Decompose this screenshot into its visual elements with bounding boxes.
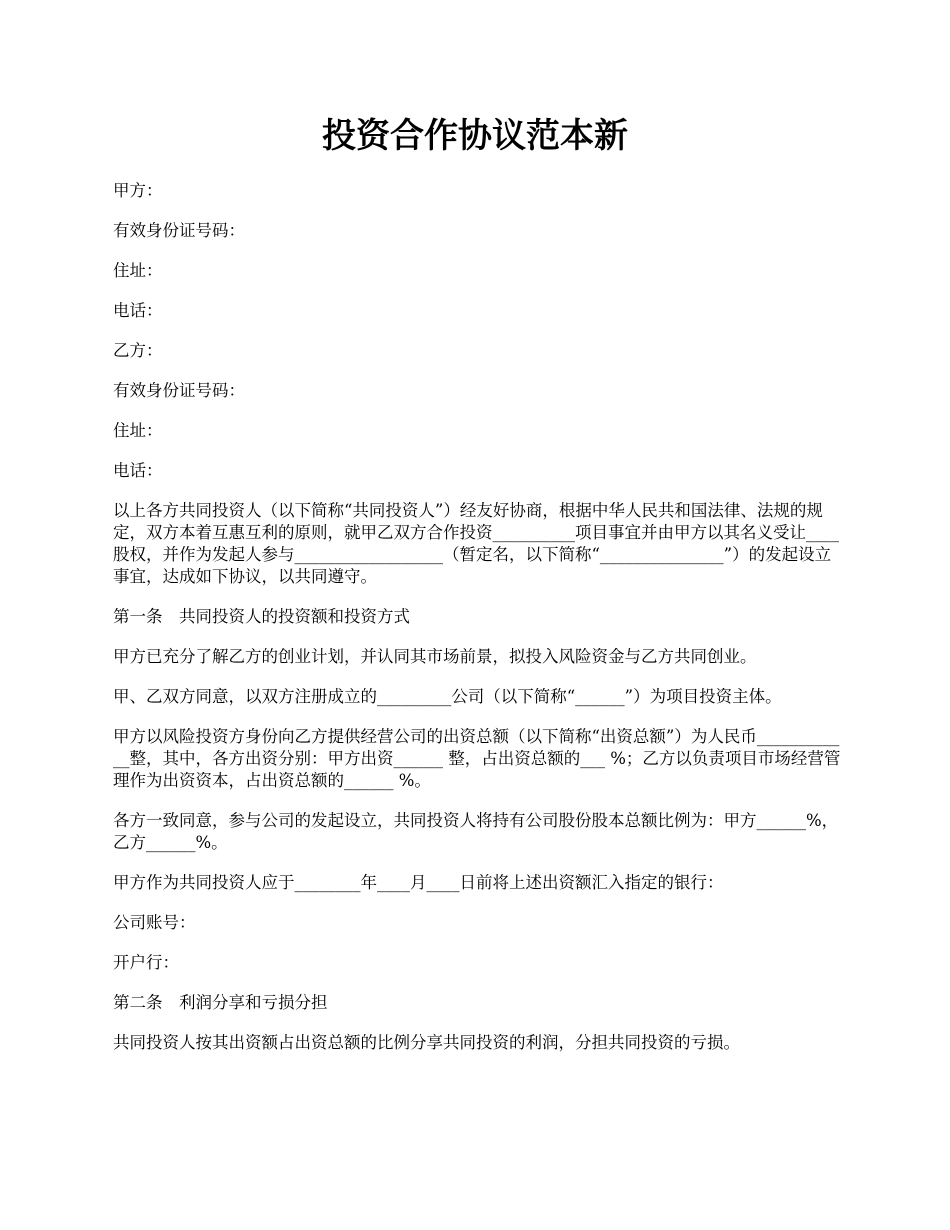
article-1-paragraph-2: 甲、乙双方同意，以双方注册成立的_________公司（以下简称“______”）为项目投资主体。 [113,687,782,706]
article-1-heading: 第一条 共同投资人的投资额和投资方式 [113,607,410,626]
party-a-id-label: 有效身份证号码： [113,221,245,240]
party-a-label: 甲方： [113,181,163,200]
article-1-paragraph-3: 甲方以风险投资方身份向乙方提供经营公司的出资总额（以下简称“出资总额”）为人民币____________整，其中，各方出资分别：甲方出资______ 整，占出资总额的___ %；乙方以负责项目市场经营管理作为出资资本，占出资总额的______ %。 [113,727,841,790]
party-b-phone-label: 电话： [113,461,163,480]
preamble-paragraph: 以上各方共同投资人（以下简称“共同投资人”）经友好协商，根据中华人民共和国法律、法规的规定，双方本着互惠互利的原则，就甲乙双方合作投资__________项目事宜并由甲方以其名义受让____股权，并作为发起人参与__________________（暂定名，以下简称“_______________”）的发起设立事宜，达成如下协议，以共同遵守。 [113,501,839,586]
bank-label: 开户行： [113,953,179,972]
party-a-phone-label: 电话： [113,301,163,320]
article-1-paragraph-5: 甲方作为共同投资人应于________年____月____日前将上述出资额汇入指定的银行： [113,873,724,892]
party-b-address-label: 住址： [113,421,163,440]
article-2-heading: 第二条 利润分享和亏损分担 [113,993,328,1012]
party-b-label: 乙方： [113,341,163,360]
document-title: 投资合作协议范本新 [322,116,628,156]
article-1-paragraph-4: 各方一致同意，参与公司的发起设立，共同投资人将持有公司股份股本总额比例为：甲方______%，乙方______%。 [113,811,839,852]
party-a-address-label: 住址： [113,261,163,280]
party-b-id-label: 有效身份证号码： [113,381,245,400]
document-body [113,180,841,1072]
article-1-paragraph-1: 甲方已充分了解乙方的创业计划，并认同其市场前景，拟投入风险资金与乙方共同创业。 [113,647,757,666]
company-account-label: 公司账号： [113,913,196,932]
article-2-paragraph-1: 共同投资人按其出资额占出资总额的比例分享共同投资的利润，分担共同投资的亏损。 [113,1033,740,1052]
